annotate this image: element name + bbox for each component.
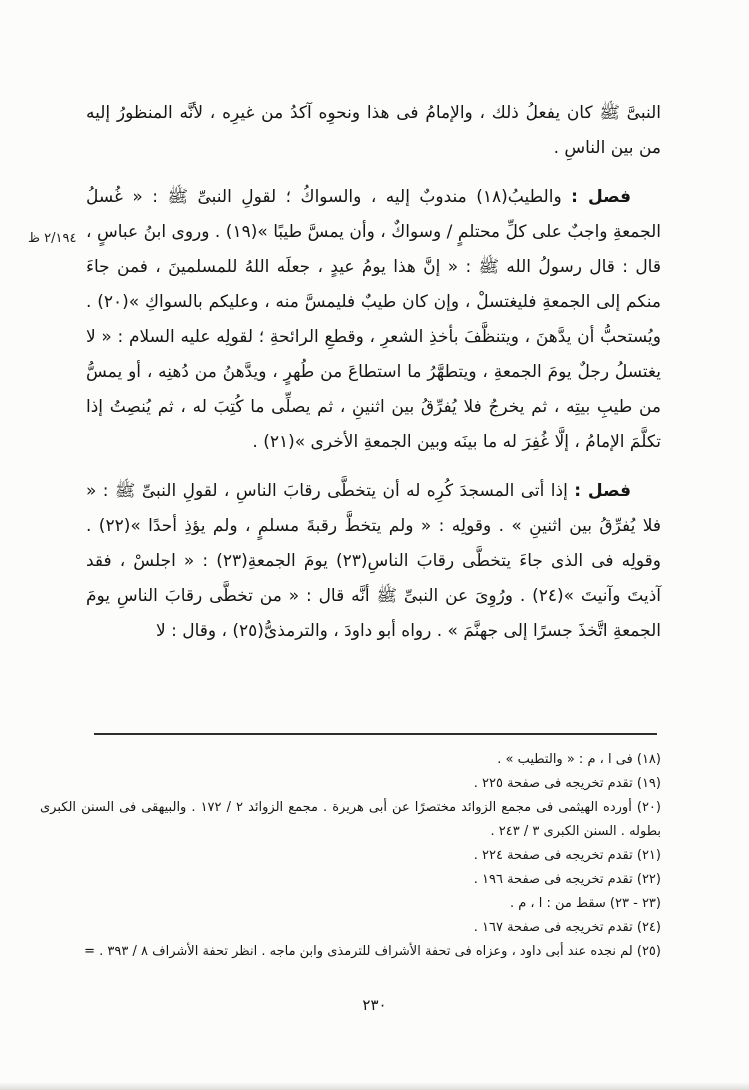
paragraph-fasl-1	[86, 180, 661, 460]
footnotes	[40, 748, 661, 964]
footnote-22: (٢٢) تقدم تخريجه فى صفحة ١٩٦ .	[473, 872, 661, 887]
paragraph-text: النبىَّ ﷺ كان يفعلُ ذلك ، والإمامُ فى هذا ونحوِه آكدُ من غيرِه ، لأنَّه المنظورُ إليه من بين الناسِ .	[86, 103, 661, 158]
paragraph-continuation	[86, 96, 661, 166]
fasl-heading: فصل :	[574, 481, 631, 501]
paragraph-text: والطيبُ(١٨) مندوبٌ إليه ، والسواكُ ؛ لقولِ النبىِّ ﷺ : « غُسلُ الجمعةِ واجبٌ على كلِّ محتلمٍ / وسواكٌ ، وأن يمسَّ طيبًا »(١٩) . وروى ابنُ عباسٍ ، قال : قال رسولُ الله ﷺ : « إنَّ هذا يومُ عيدٍ ، جعلَه اللهُ للمسلمينَ ، فمن جاءَ منكم إلى الجمعةِ فليغتسلْ ، وإن كان طيبٌ فليمسَّ منه ، وعليكم بالسواكِ »(٢٠) . ويُستحبُّ أن يدَّهنَ ، ويتنظَّفَ بأخذِ الشعرِ ، وقطعِ الرائحةِ ؛ لقولِه عليه السلام : « لا يغتسلُ رجلٌ يومَ الجمعةِ ، ويتطهَّرُ ما استطاعَ من طُهرٍ ، ويدَّهنُ من دُهنِه ، أو يمسُّ من طيبِ بيتِه ، ثم يخرجُ فلا يُفرِّقُ بين اثنينِ ، ثم يصلِّى ما كُتِبَ له ، ثم يُنصِتُ إذا تكلَّمَ الإمامُ ، إلَّا غُفِرَ له ما بينَه وبين الجمعةِ الأخرى »(٢١) .	[86, 187, 662, 452]
footnote-24: (٢٤) تقدم تخريجه فى صفحة ١٦٧ .	[473, 920, 661, 935]
footnote-19: (١٩) تقدم تخريجه فى صفحة ٢٢٥ .	[473, 776, 661, 791]
footnote-25: (٢٥) لم نجده عند أبى داود ، وعزاه فى تحفة الأشراف للترمذى وابن ماجه . انظر تحفة الأشراف ٨ / ٣٩٣ . =	[84, 944, 661, 959]
footnote-23: (٢٣ - ٢٣) سقط من : ا ، م .	[509, 896, 661, 911]
footnote-18: (١٨) فى ا ، م : « والتطيب » .	[497, 752, 661, 767]
fasl-heading: فصل :	[571, 187, 631, 207]
page-number: ٢٣٠	[362, 996, 387, 1014]
main-text	[86, 96, 661, 663]
footnote-separator	[94, 733, 657, 735]
footnote-20: (٢٠) أورده الهيثمى فى مجمع الزوائد مختصرًا عن أبى هريرة . مجمع الزوائد ٢ / ١٧٢ . والبيهقى فى السنن الكبرى بطوله . السنن الكبرى ٣ / ٢٤٣ .	[40, 800, 661, 839]
paragraph-fasl-2	[86, 474, 661, 649]
paragraph-text: إذا أتى المسجدَ كُرِه له أن يتخطَّى رقابَ الناسِ ، لقولِ النبىِّ ﷺ : « فلا يُفرِّقُ بين اثنينِ » . وقولِه : « ولم يتخطَّ رقبةَ مسلمٍ ، ولم يؤذِ أحدًا »(٢٢) . وقولِه فى الذى جاءَ يتخطَّى رقابَ الناسِ(٢٣) يومَ الجمعةِ(٢٣) : « اجلسْ ، فقد آذيتَ وآنيتَ »(٢٤) . ورُوِىَ عن النبىِّ ﷺ أنَّه قال : « من تخطَّى رقابَ الناسِ يومَ الجمعةِ اتَّخذَ جسرًا إلى جهنَّمَ » . رواه أبو داودَ ، والترمذىُّ(٢٥) ، وقال : لا	[86, 481, 661, 641]
footnote-21: (٢١) تقدم تخريجه فى صفحة ٢٢٤ .	[473, 848, 661, 863]
folio-margin-note: ٢/١٩٤ ظ	[28, 231, 77, 246]
